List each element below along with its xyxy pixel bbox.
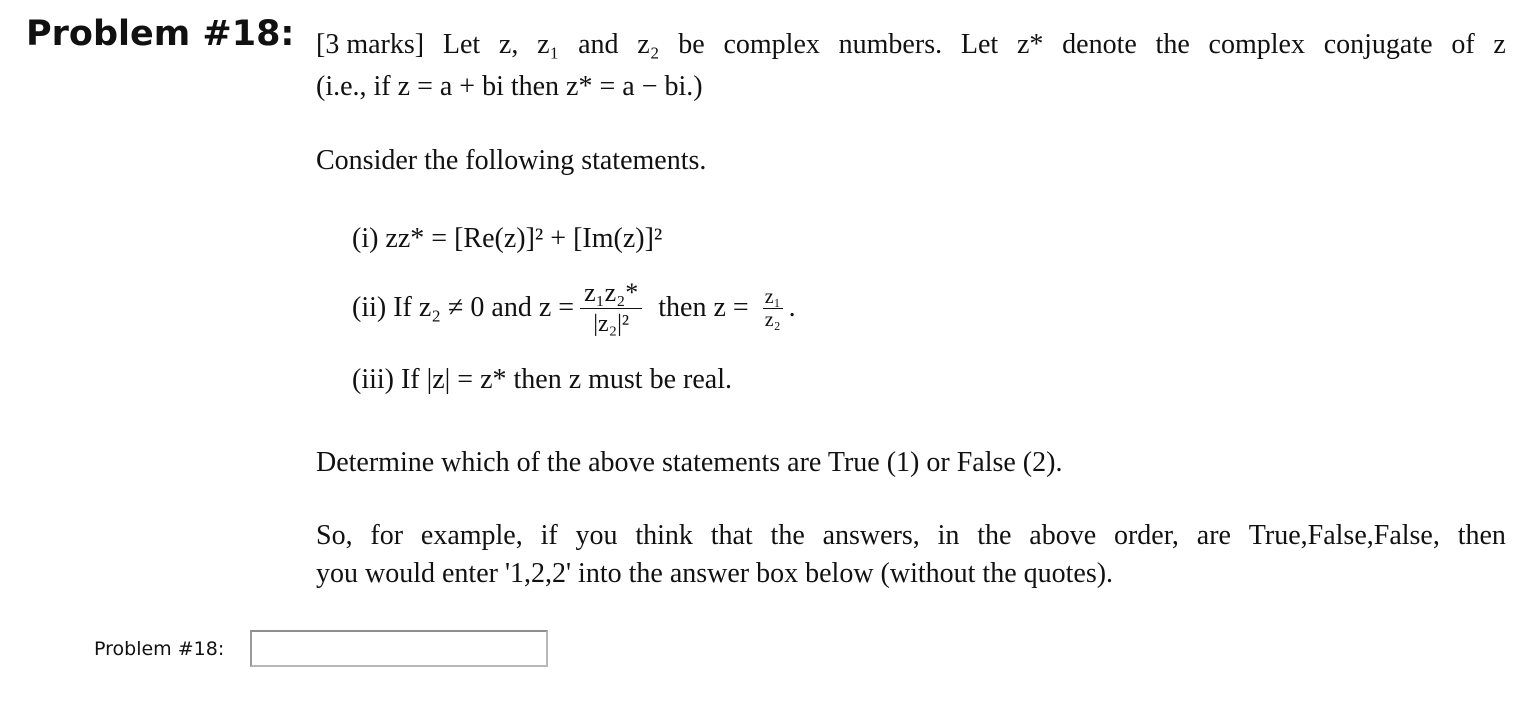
intro-word: the [1155,29,1190,60]
example-word: are [1196,520,1231,551]
example-word: for [370,520,404,551]
intro-word: denote [1062,29,1137,60]
intro-word: numbers. [838,29,943,60]
example-word: answers, [822,520,920,551]
statement-ii-end: . [788,292,796,323]
intro-word: [3 marks] [316,29,425,60]
example-word: the [977,520,1012,551]
example-line-2: you would enter '1,2,2' into the answer box below (without the quotes). [316,558,1114,589]
intro-word: z₂ [637,29,660,60]
fraction-denominator: |z₂|² [593,310,630,337]
example-word: order, [1113,520,1179,551]
determine-instruction: Determine which of the above statements are True (1) or False (2). [316,447,1063,478]
answer-input[interactable] [250,630,548,667]
intro-word: complex [1208,29,1305,60]
example-word: you [575,520,618,551]
intro-word: of [1451,29,1475,60]
intro-word: z* [1016,29,1044,60]
intro-word: complex [723,29,820,60]
example-word: in [937,520,960,551]
example-word: think [635,520,693,551]
statement-iii: (iii) If |z| = z* then z must be real. [352,364,732,395]
consider-text: Consider the following statements. [316,145,707,176]
problem-intro [316,26,1506,106]
example-word: So, [316,520,353,551]
intro-word: z, [498,29,519,60]
statement-ii [352,268,796,348]
statement-ii-prefix: (ii) If z₂ ≠ 0 and z = [352,292,575,323]
intro-word: Let [960,29,999,60]
intro-word: be [678,29,705,60]
intro-word: conjugate [1323,29,1433,60]
example-word: True,False,False, [1248,520,1440,551]
example-instruction [316,517,1506,593]
statement-i: (i) zz* = [Re(z)]² + [Im(z)]² [352,223,663,254]
example-word: the [770,520,805,551]
intro-word: and [578,29,619,60]
example-line-1 [316,517,1506,555]
statement-ii-fraction-2 [763,286,783,331]
fraction-numerator: z₁z₂* [580,278,642,309]
intro-word: Let [442,29,481,60]
problem-heading: Problem #18: [26,14,295,54]
statement-ii-fraction [580,278,642,339]
intro-line-1 [316,26,1506,64]
example-word: if [540,520,558,551]
fraction2-numerator: z₁ [764,285,781,308]
intro-word: z₁ [537,29,560,60]
example-word: then [1457,520,1506,551]
answer-label: Problem #18: [94,638,225,660]
example-word: example, [420,520,523,551]
statement-ii-mid: then z = [658,292,749,323]
intro-word: z [1493,29,1506,60]
example-word: that [710,520,753,551]
example-word: above [1029,520,1097,551]
fraction2-denominator: z₂ [764,308,781,331]
intro-line-2: (i.e., if z = a + bi then z* = a − bi.) [316,71,703,102]
